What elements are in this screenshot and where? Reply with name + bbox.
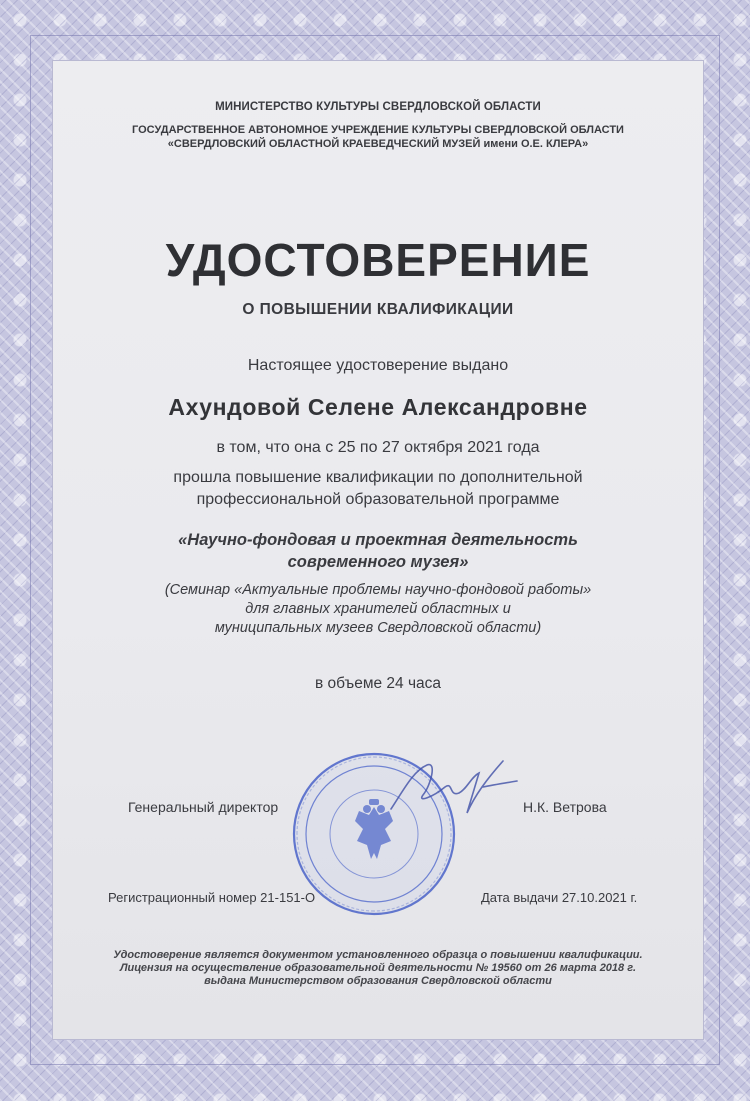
program-line-2: современного музея» bbox=[287, 553, 469, 571]
signature-icon bbox=[383, 751, 523, 831]
training-period: в том, что она с 25 по 27 октября 2021 года bbox=[216, 439, 540, 456]
institution-header bbox=[53, 123, 703, 151]
institution-line-2: «СВЕРДЛОВСКИЙ ОБЛАСТНОЙ КРАЕВЕДЧЕСКИЙ МУЗЕЙ имени О.Е. КЛЕРА» bbox=[167, 138, 589, 150]
registration-number: Регистрационный номер 21-151-О bbox=[108, 890, 316, 905]
program-line-1: «Научно-фондовая и проектная деятельность bbox=[178, 531, 578, 549]
program-title bbox=[53, 529, 703, 573]
certificate-sheet bbox=[52, 60, 704, 1040]
seminar-line-3: муниципальных музеев Свердловской области) bbox=[214, 620, 542, 636]
document-subtitle: О ПОВЫШЕНИИ КВАЛИФИКАЦИИ bbox=[242, 301, 514, 318]
issued-to-text: Настоящее удостоверение выдано bbox=[247, 357, 509, 374]
footer-line-1: Удостоверение является документом установленного образца о повышении квалификации. bbox=[113, 949, 643, 961]
footer-line-2: Лицензия на осуществление образовательной деятельности № 19560 от 26 марта 2018 г. bbox=[119, 962, 637, 974]
document-title: УДОСТОВЕРЕНИЕ bbox=[165, 234, 591, 286]
ministry-header: МИНИСТЕРСТВО КУЛЬТУРЫ СВЕРДЛОВСКОЙ ОБЛАСТИ bbox=[215, 101, 541, 113]
completion-line-1: прошла повышение квалификации по дополнительной bbox=[173, 469, 583, 486]
recipient-name: Ахундовой Селене Александровне bbox=[168, 394, 588, 420]
completion-line-2: профессиональной образовательной программе bbox=[196, 491, 560, 508]
institution-line-1: ГОСУДАРСТВЕННОЕ АВТОНОМНОЕ УЧРЕЖДЕНИЕ КУЛЬТУРЫ СВЕРДЛОВСКОЙ ОБЛАСТИ bbox=[132, 124, 624, 136]
legal-footer bbox=[53, 949, 703, 988]
seminar-line-2: для главных хранителей областных и bbox=[245, 601, 511, 617]
seminar-line-1: (Семинар «Актуальные проблемы научно-фондовой работы» bbox=[164, 582, 592, 598]
issue-date: Дата выдачи 27.10.2021 г. bbox=[481, 890, 638, 905]
director-position: Генеральный директор bbox=[128, 799, 279, 815]
training-volume: в объеме 24 часа bbox=[314, 675, 442, 692]
director-name: Н.К. Ветрова bbox=[523, 799, 607, 815]
footer-line-3: выдана Министерством образования Свердловской области bbox=[204, 975, 552, 987]
seminar-description bbox=[53, 581, 703, 638]
completion-statement bbox=[53, 467, 703, 511]
